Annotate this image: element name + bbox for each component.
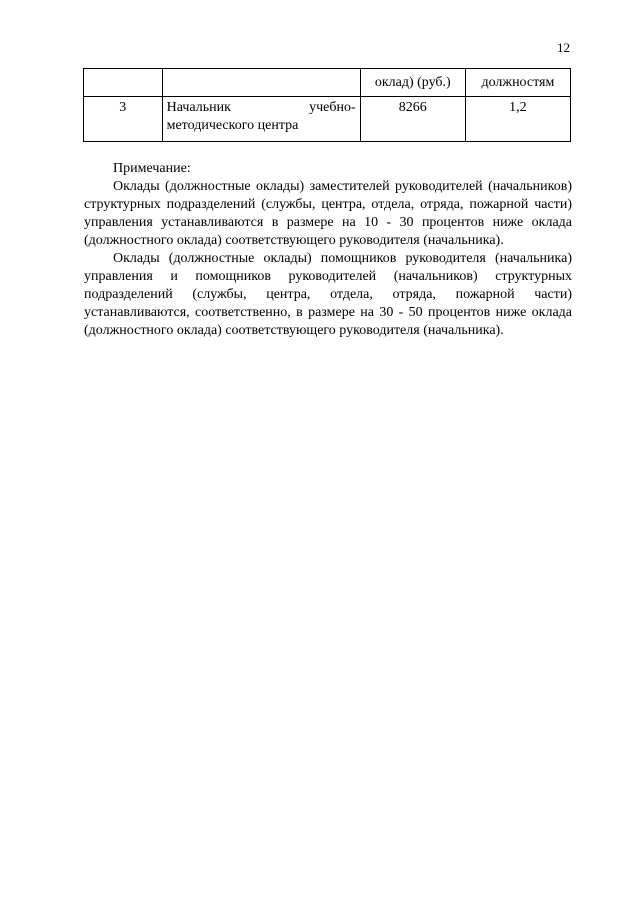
notes-title: Примечание: (113, 161, 191, 176)
notes-paragraph-1: Оклады (должностные оклады) заместителей руководителей (начальников) структурных подразделений (службы, центра, отдела, отряда, пожарной части) управления устанавливаются в размере на 10 - 30 процентов ниже оклада (должностного оклада) соответствующего руководителя (начальника). (84, 179, 572, 248)
header-cell-salary: оклад) (руб.) (360, 69, 465, 97)
coefficient-value: 1,2 (465, 97, 570, 142)
header-cell-number (84, 69, 163, 97)
row-number: 3 (84, 97, 163, 142)
header-cell-position (162, 69, 360, 97)
page-number: 12 (557, 40, 570, 55)
position-title-word1: Начальник (166, 100, 231, 115)
table-row (84, 97, 571, 142)
position-title (162, 97, 360, 142)
salary-table (83, 68, 571, 142)
notes-section (84, 160, 572, 340)
position-title-word2: учебно- (309, 100, 356, 115)
notes-paragraph-2: Оклады (должностные оклады) помощников руководителя (начальника) управления и помощников руководителей (начальников) структурных подразделений (службы, центра, отдела, отряда, пожарной части) устанавливаются, соответственно, в размере на 30 - 50 процентов ниже оклада (должностного оклада) соответствующего руководителя (начальника). (84, 251, 572, 338)
salary-value: 8266 (360, 97, 465, 142)
position-title-line2: методического центра (166, 118, 299, 133)
header-cell-coefficient: должностям (465, 69, 570, 97)
table-header-row (84, 69, 571, 97)
